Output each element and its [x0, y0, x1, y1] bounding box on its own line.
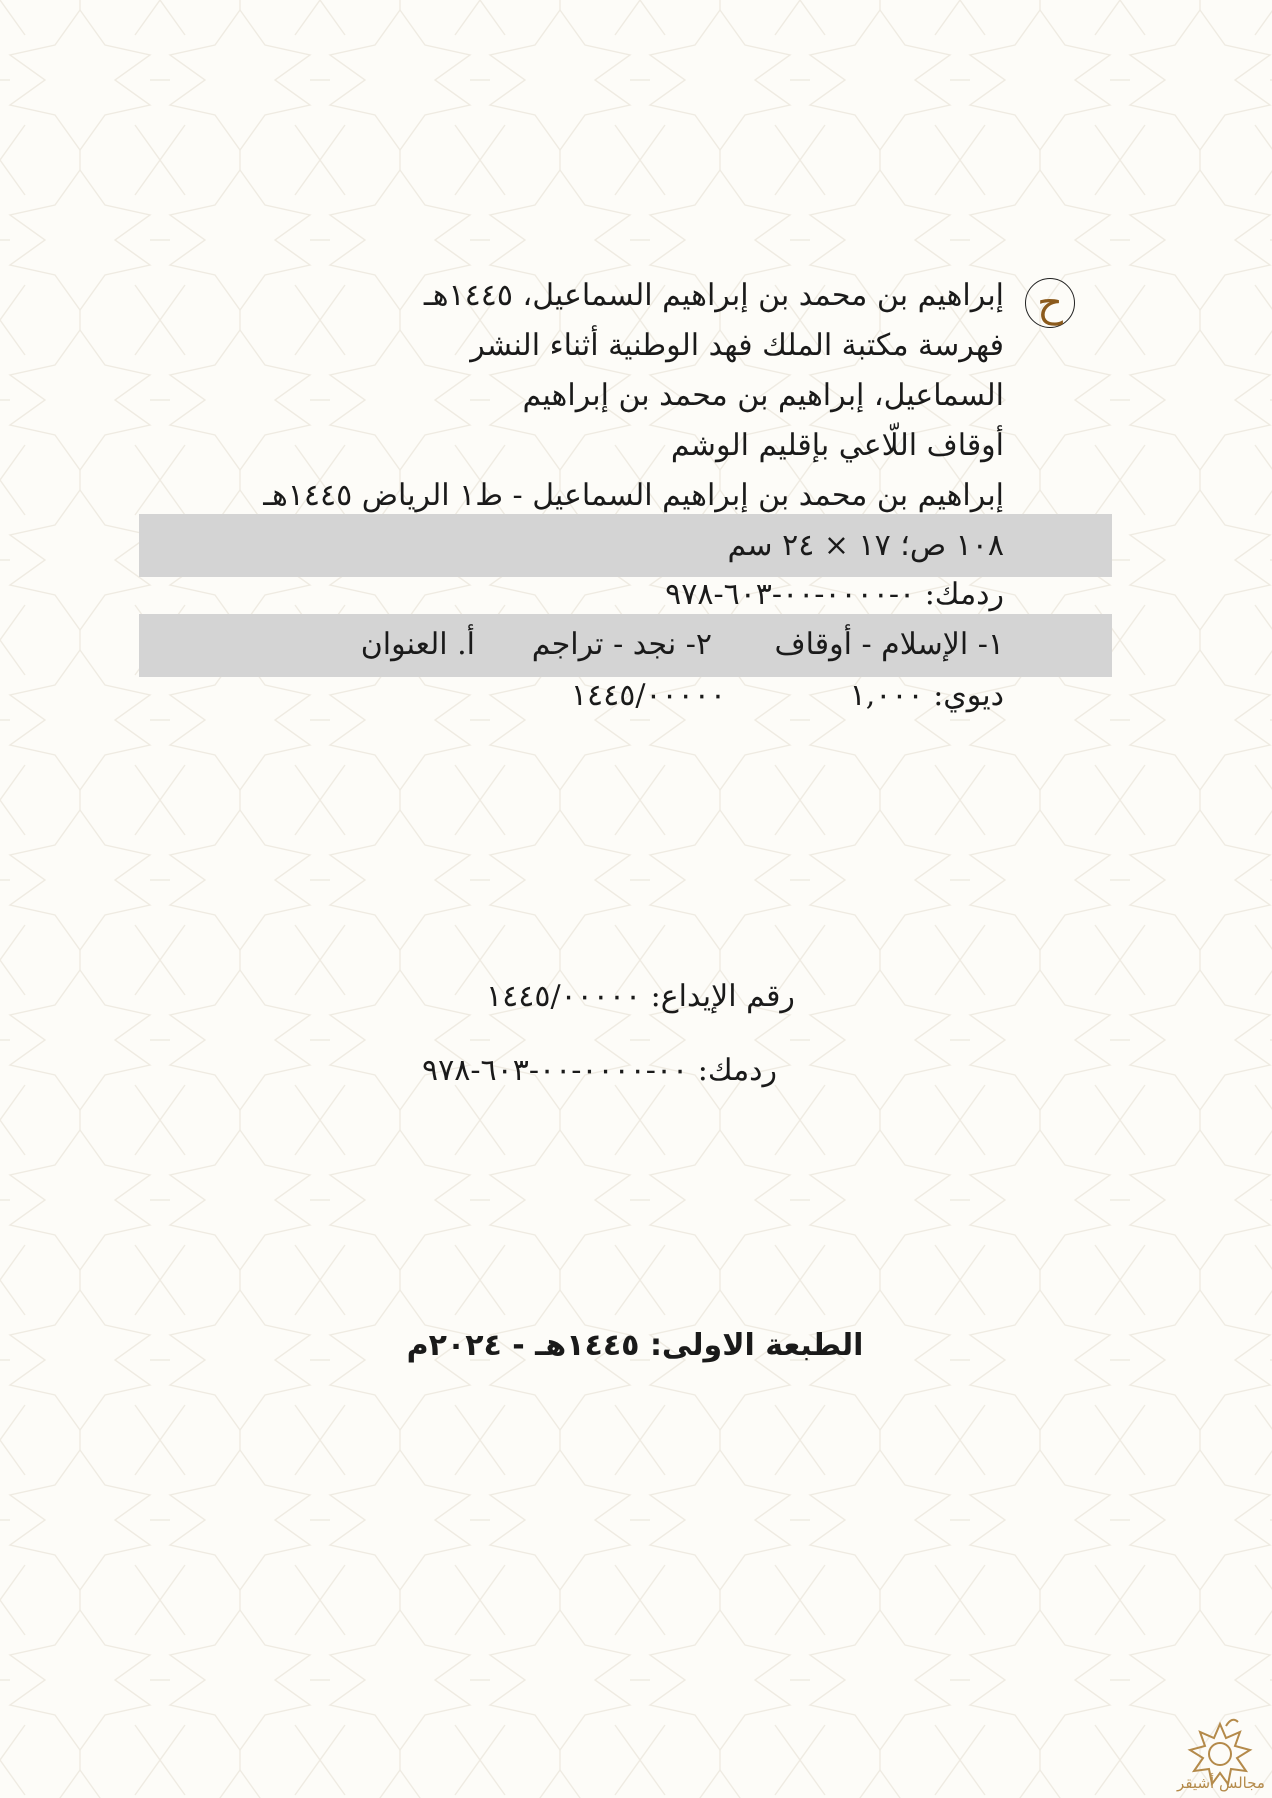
deposit-number: رقم الإيداع: ١٤٤٥/٠٠٠٠٠ [486, 979, 795, 1014]
dewey-number: ١٤٤٥/٠٠٠٠٠ [570, 678, 726, 713]
dewey-label: ديوي: ١,٠٠٠ [849, 678, 1004, 713]
edition-statement [360, 1328, 910, 1363]
catalog-line-imprint: إبراهيم بن محمد بن إبراهيم السماعيل - ط١ الرياض ١٤٤٥هـ [263, 478, 1004, 513]
catalog-line-title: أوقاف اللّاعي بإقليم الوشم [670, 428, 1004, 463]
deposit-isbn: ردمك: ٠٠-٠٠٠٠-٠٠-٦٠٣-٩٧٨ [422, 1053, 778, 1088]
catalog-line-author: السماعيل، إبراهيم بن محمد بن إبراهيم [522, 378, 1004, 413]
edition-value: ١٤٤٥هـ - ٢٠٢٤م [406, 1328, 640, 1363]
catalog-line-author-date: إبراهيم بن محمد بن إبراهيم السماعيل، ١٤٤٥هـ [423, 278, 1004, 313]
subject-1: ١- الإسلام - أوقاف [774, 627, 1004, 662]
catalog-line-isbn: ردمك: ٠-٠٠٠٠-٠٠-٦٠٣-٩٧٨ [665, 577, 1004, 612]
logo-text: مجالس أشيقر [1177, 1774, 1265, 1792]
subject-2: ٢- نجد - تراجم [531, 627, 712, 662]
catalog-line-heading: فهرسة مكتبة الملك فهد الوطنية أثناء النشر [470, 328, 1004, 363]
edition-label: الطبعة الاولى: [649, 1328, 864, 1363]
catalog-line-pages: ١٠٨ ص؛ ١٧ × ٢٤ سم [727, 528, 1004, 563]
subject-3: أ. العنوان [360, 627, 475, 662]
catalog-symbol: ح [1025, 278, 1075, 328]
